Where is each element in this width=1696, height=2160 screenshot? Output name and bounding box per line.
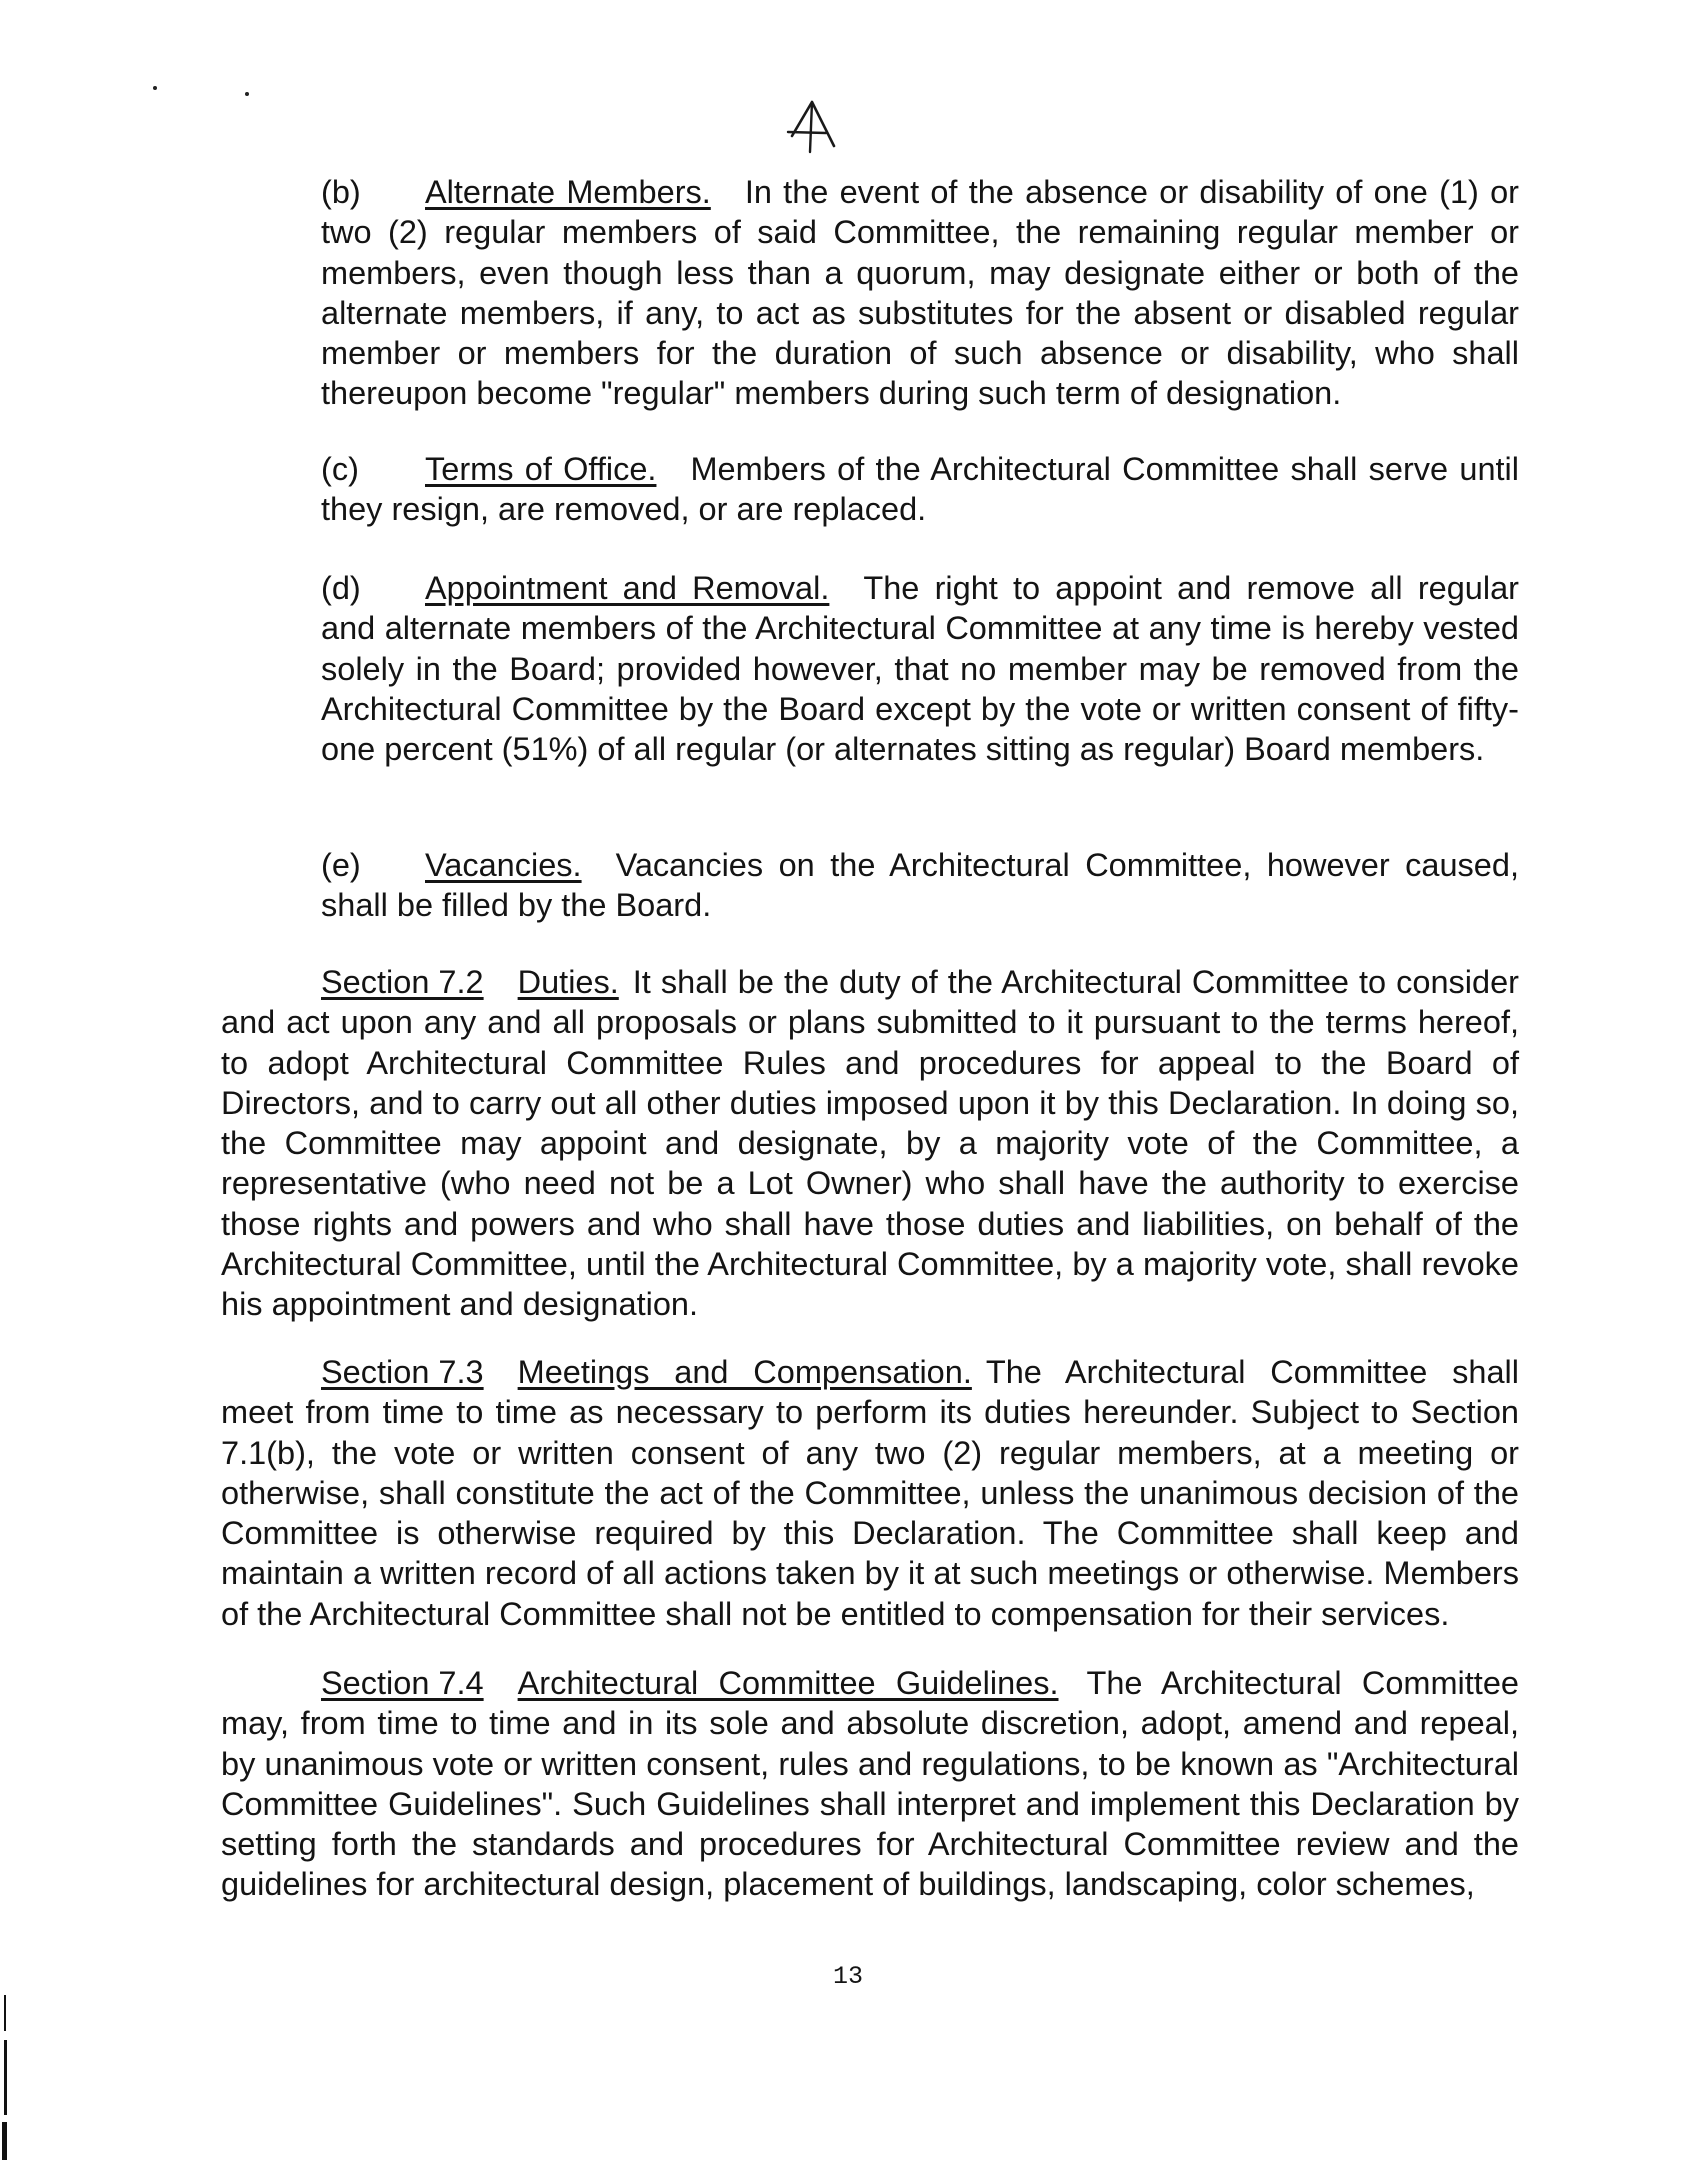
page-number: 13 (832, 1962, 863, 1991)
paragraph-label: (c) (321, 451, 359, 487)
section-number: Section 7.4 (321, 1665, 484, 1701)
paragraph-text: Vacancies on the Architectural Committee, however caused, shall be filled by the Board. (321, 847, 1519, 924)
paragraph-text: In the event of the absence or disability of one (1) or two (2) regular members of said Committee, the remaining regular member or members, even though less than a quorum, may designate either or both of the alternate members, if any, to act as substitutes for the absent or disabled regular member or members for the duration of such absence or disability, who shall thereupon become "regular" members during such term of designation. (321, 174, 1519, 412)
section-heading: Architectural Committee Guidelines. (517, 1665, 1059, 1701)
paragraph-heading: Vacancies. (425, 847, 582, 883)
scan-edge-mark (4, 2040, 7, 2115)
paragraph-text: Members of the Architectural Committee shall serve until they resign, are removed, or are replaced. (321, 451, 1519, 528)
section-text: The Architectural Committee shall meet from time to time as necessary to perform its duties hereunder. Subject to Section 7.1(b), the vote or written consent of any two (2) regular members, at a meeting or otherwise, shall constitute the act of the Committee, unless the unanimous decision of the Committee is otherwise required by this Declaration. The Committee shall keep and maintain a written record of all actions taken by it at such meetings or otherwise. Members of the Architectural Committee shall not be entitled to compensation for their services. (221, 1354, 1519, 1632)
paragraph-b (321, 172, 1519, 414)
paragraph-e (321, 845, 1519, 926)
section-7-4 (221, 1663, 1519, 1905)
section-text: The Architectural Committee may, from time to time and in its sole and absolute discretion, adopt, amend and repeal, by unanimous vote or written consent, rules and regulations, to be known as "Architectural Committee Guidelines". Such Guidelines shall interpret and implement this Declaration by setting forth the standards and procedures for Architectural Committee review and the guidelines for architectural design, placement of buildings, landscaping, color schemes, (221, 1665, 1519, 1903)
paragraph-heading: Appointment and Removal. (425, 570, 830, 606)
scan-speck (245, 92, 249, 96)
paragraph-text: The right to appoint and remove all regular and alternate members of the Architectural Committee at any time is hereby vested solely in the Board; provided however, that no member may be removed from the Architectural Committee by the Board except by the vote or written consent of fifty-one percent (51%) of all regular (or alternates sitting as regular) Board members. (321, 570, 1519, 768)
section-number: Section 7.3 (321, 1354, 484, 1390)
scan-edge-mark (4, 1995, 6, 2031)
handwritten-page-mark (786, 98, 842, 154)
section-number: Section 7.2 (321, 964, 484, 1000)
section-7-2 (221, 962, 1519, 1325)
scan-speck (153, 86, 157, 90)
paragraph-label: (b) (321, 174, 361, 210)
paragraph-label: (e) (321, 847, 361, 883)
paragraph-d (321, 568, 1519, 769)
paragraph-heading: Alternate Members. (425, 174, 711, 210)
paragraph-label: (d) (321, 570, 361, 606)
paragraph-c (321, 449, 1519, 530)
section-text: It shall be the duty of the Architectural Committee to consider and act upon any and all proposals or plans submitted to it pursuant to the terms hereof, to adopt Architectural Committee Rules and procedures for appeal to the Board of Directors, and to carry out all other duties imposed upon it by this Declaration. In doing so, the Committee may appoint and designate, by a majority vote of the Committee, a representative (who need not be a Lot Owner) who shall have the authority to exercise those rights and powers and who shall have those duties and liabilities, on behalf of the Architectural Committee, until the Architectural Committee, by a majority vote, shall revoke his appointment and designation. (221, 964, 1519, 1323)
section-7-3 (221, 1352, 1519, 1634)
paragraph-heading: Terms of Office. (425, 451, 657, 487)
section-heading: Duties. (517, 964, 619, 1000)
section-heading: Meetings and Compensation. (517, 1354, 972, 1390)
scan-edge-mark (2, 2122, 7, 2160)
